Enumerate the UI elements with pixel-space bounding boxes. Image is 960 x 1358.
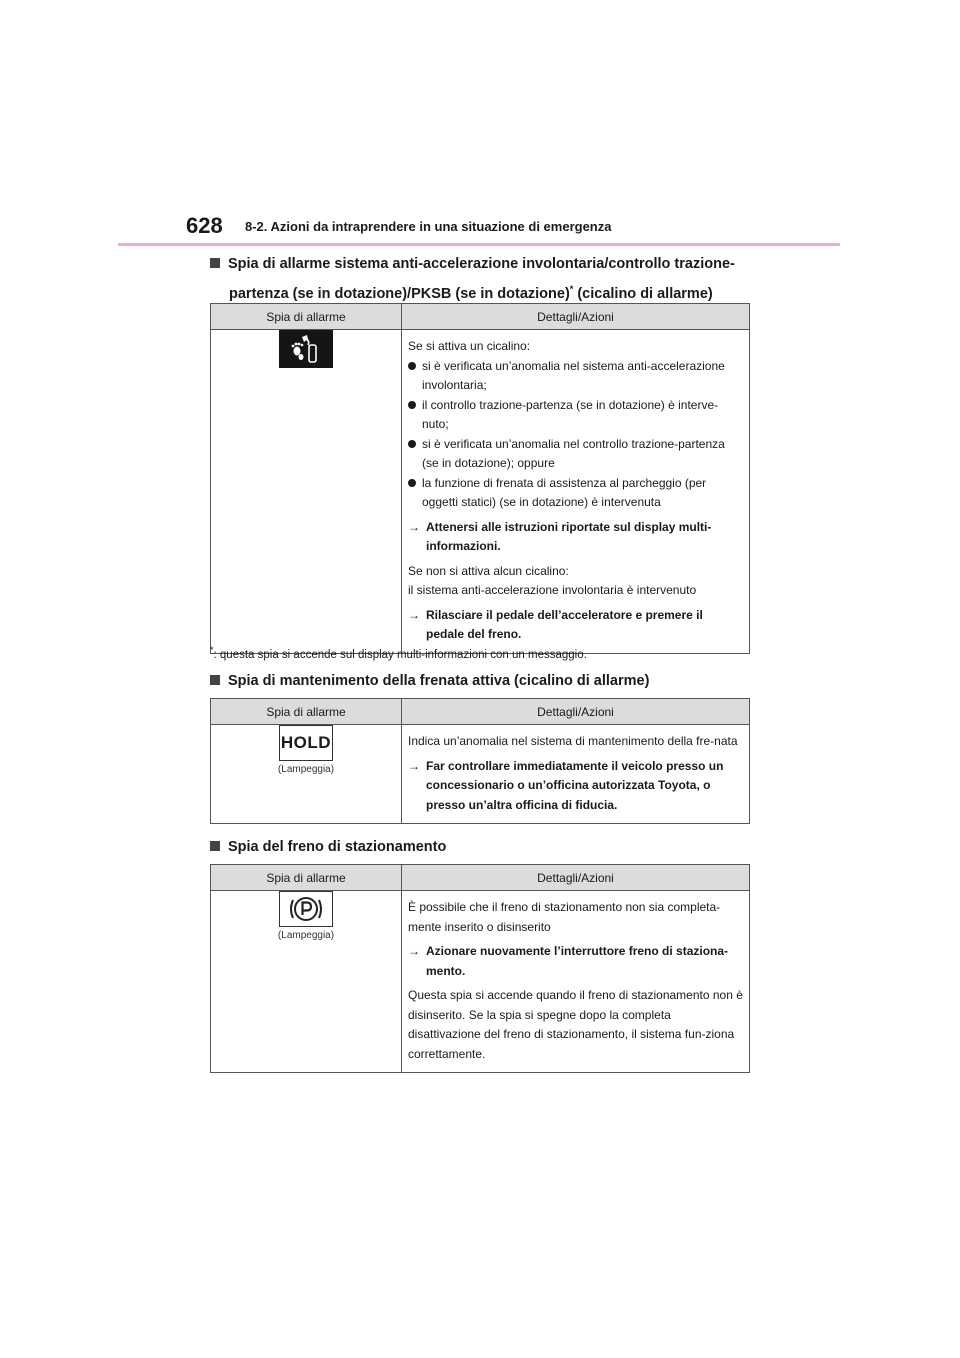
list-item: si è verificata un’anomalia nel controllo trazione-partenza (se in dotazione); oppure [408, 435, 743, 474]
details-cell: Se si attiva un cicalino: si è verificata un’anomalia nel sistema anti-accelerazione involontaria; il controllo trazione-partenza (se in dotazione) è interve-nuto; si è verificata un’anomalia nel controllo trazione-partenza (se in dotazione); oppure la funzione di frenata di assistenza al parcheggio (per oggetti statici) (se in dotazione) è intervenuta → Attenersi alle istruzioni riportate sul display multi-informazioni. Se non si attiva alcun cicalino: il sistema anti-accelerazione involontaria è intervenuto → Rilasciare il pedale dell’acceleratore e premere il pedale del freno. [402, 330, 750, 654]
header-divider [118, 243, 840, 246]
section-title-parking-brake: Spia del freno di stazionamento [210, 835, 446, 860]
parking-brake-icon [279, 891, 333, 927]
square-bullet-icon [210, 675, 220, 685]
arrow-icon: → [408, 944, 420, 958]
square-bullet-icon [210, 258, 220, 268]
section-title-brake-hold: Spia di mantenimento della frenata attiva (cicalino di allarme) [210, 669, 649, 694]
arrow-icon: → [408, 519, 420, 534]
action-instruction: → Attenersi alle istruzioni riportate sul display multi-informazioni. [408, 519, 712, 553]
blink-caption: (Lampeggia) [277, 930, 335, 941]
details-cell: È possibile che il freno di stazionamento non sia completa-mente inserito o disinserito → Azionare nuovamente l’interruttore freno di staziona-mento. Questa spia si accende quando il freno di stazionamento non è disinserito. Se la spia si spegne dopo la completa disattivazione del freno di stazionamento, il sistema fun-ziona correttamente. [402, 891, 750, 1073]
page-number: 628 [186, 213, 223, 238]
list-item: il controllo trazione-partenza (se in dotazione) è interve-nuto; [408, 396, 743, 435]
warning-table-brake-hold [210, 698, 750, 824]
arrow-icon: → [408, 758, 420, 773]
blink-caption: (Lampeggia) [277, 764, 335, 775]
column-header-warning-light: Spia di allarme [211, 699, 402, 725]
action-instruction: → Far controllare immediatamente il veicolo presso un concessionario o un’officina autorizzata Toyota, o presso un’altra officina di fiducia. [408, 758, 724, 812]
drive-start-control-warning-icon [279, 330, 333, 368]
list-item: la funzione di frenata di assistenza al parcheggio (per oggetti statici) (se in dotazione) è intervenuta [408, 474, 743, 513]
warning-light-cell [211, 891, 402, 1073]
warning-table-parking-brake [210, 864, 750, 1073]
chapter-title: 8-2. Azioni da intraprendere in una situazione di emergenza [245, 219, 612, 234]
hold-icon: HOLD [279, 725, 333, 761]
footnote: *: questa spia si accende sul display multi-informazioni con un messaggio. [210, 645, 587, 661]
details-cell: Indica un’anomalia nel sistema di mantenimento della fre-nata → Far controllare immediatamente il veicolo presso un concessionario o un’officina autorizzata Toyota, o presso un’altra officina di fiducia. [402, 725, 750, 824]
action-instruction: → Rilasciare il pedale dell’acceleratore e premere il pedale del freno. [408, 607, 703, 641]
warning-table-drive-start [210, 303, 750, 654]
warning-light-cell [211, 330, 402, 654]
column-header-details: Dettagli/Azioni [402, 699, 750, 725]
list-item: si è verificata un’anomalia nel sistema anti-accelerazione involontaria; [408, 357, 743, 396]
column-header-details: Dettagli/Azioni [402, 865, 750, 891]
section-title-drive-start: Spia di allarme sistema anti-accelerazione involontaria/controllo trazione- partenza (se in dotazione)/PKSB (se in dotazione)* (cicalino di allarme) [210, 252, 735, 307]
action-instruction: → Azionare nuovamente l’interruttore freno di staziona-mento. [408, 944, 729, 978]
warning-light-cell [211, 725, 402, 824]
arrow-icon: → [408, 607, 420, 622]
column-header-warning-light: Spia di allarme [211, 865, 402, 891]
column-header-details: Dettagli/Azioni [402, 304, 750, 330]
square-bullet-icon [210, 841, 220, 851]
column-header-warning-light: Spia di allarme [211, 304, 402, 330]
